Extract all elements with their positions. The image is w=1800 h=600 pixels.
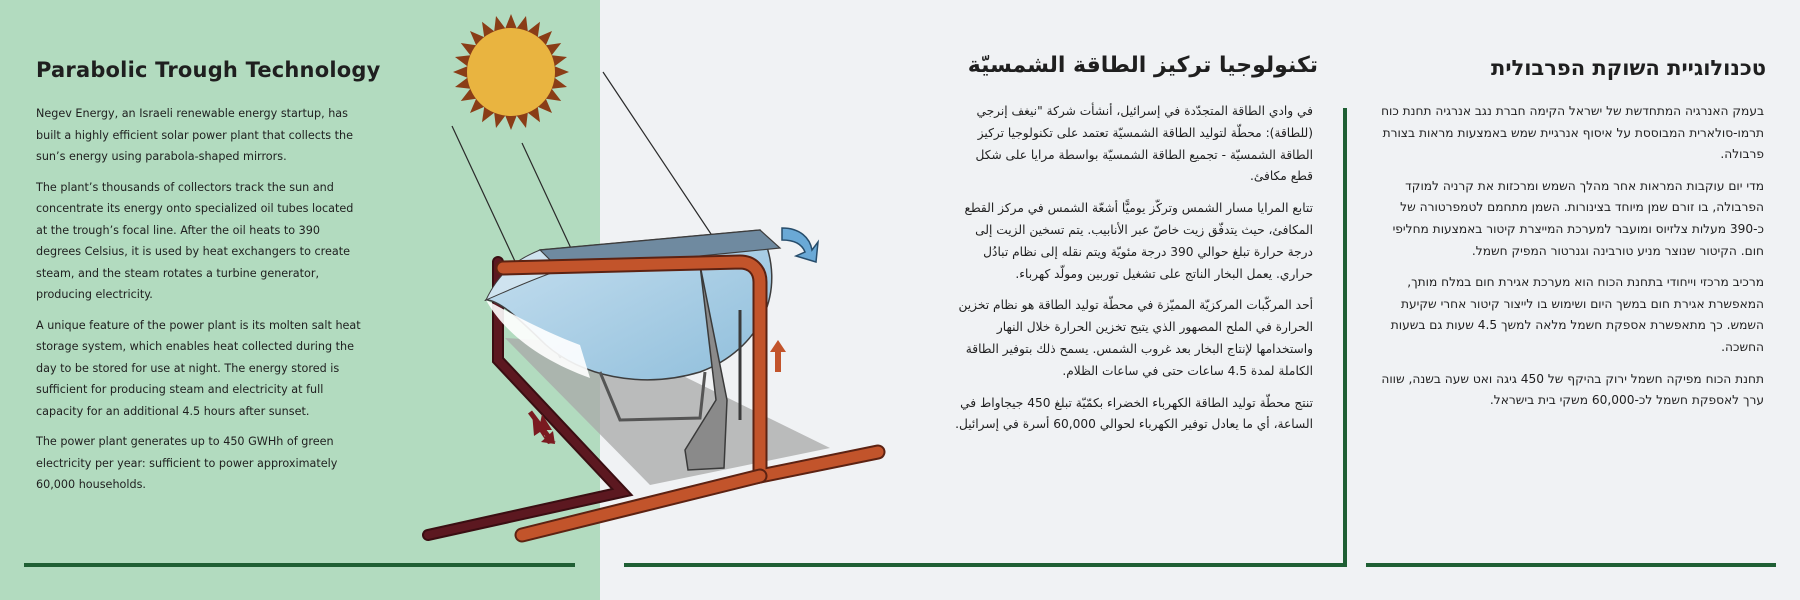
arabic-side-rule bbox=[1343, 108, 1347, 567]
english-title: Parabolic Trough Technology bbox=[36, 58, 381, 82]
arabic-bottom-rule bbox=[624, 563, 1347, 567]
english-paragraph-1: Negev Energy, an Israeli renewable energy startup, has built a highly efficient solar power plant that collects the sun’s energy using parabola-shaped mirrors. bbox=[36, 107, 353, 163]
hebrew-title: טכנולוגיית השוקת הפרבולית bbox=[1490, 56, 1766, 80]
arabic-paragraph-1: في وادي الطاقة المتجدّدة في إسرائيل، أنشأت شركة "نيغف إنرجي (للطاقة): محطّة لتوليد الطاقة الشمسيّة تعتمد على تكنولوجيا تركيز الطاقة الشمسيّة - تجميع الطاقة الشمسيّة بواسطة مرايا على شكل قطع مكافئ. bbox=[975, 104, 1313, 184]
hebrew-paragraph-4: תחנת הכוח מפיקה חשמל ירוק בהיקף של 450 גיגה ואט שעה בשנה, שווה ערך לאספקת חשמל לכ-60,000 משקי בית בישראל. bbox=[1381, 371, 1764, 408]
english-paragraph-4: The power plant generates up to 450 GWHh of green electricity per year: sufficient to power approximately 60,000 households. bbox=[36, 435, 338, 491]
sun-icon bbox=[453, 14, 569, 130]
hebrew-paragraph-3: מרכיב מרכזי וייחודי בתחנת הכוח הוא מערכת אגירת חום במלח מותך, המאפשרת אגירת חום במשך היום ושימוש בו לייצור קיטור אחרי שקיעת השמש. כך מתאפשרת אספקת חשמל מלאה למשך 4.5 שעות גם בשעות החשכה. bbox=[1390, 275, 1764, 354]
english-body bbox=[36, 103, 366, 505]
hebrew-paragraph-1: בעמק האנרגיה המתחדשת של ישראל הקימה חברת נגב אנרגיה תחנת כוח תרמו-סולארית המבוססת על איסוף אנרגיית שמש באמצעות מראות בצורת פרבולה. bbox=[1381, 104, 1764, 162]
english-paragraph-3: A unique feature of the power plant is its molten salt heat storage system, which enables heat collected during the day to be stored for use at night. The energy stored is sufficient for producing steam and electricity at full capacity for an additional 4.5 hours after sunset. bbox=[36, 318, 361, 418]
arabic-paragraph-3: أحد المركّبات المركزيّة المميّزة في محطّة توليد الطاقة هو نظام تخزين الحرارة في الملح المصهور الذي يتيح تخزين الحرارة خلال النهار واستخدامها لإنتاج البخار بعد غروب الشمس. يسمح ذلك بتوفير الطاقة الكاملة لمدة 4.5 ساعات حتى في ساعات الظلام. bbox=[958, 298, 1313, 378]
arabic-title: تكنولوجيا تركيز الطاقة الشمسيّة bbox=[967, 53, 1318, 78]
heat-out-arrow-icon bbox=[782, 228, 818, 262]
arabic-paragraph-2: تتابع المرايا مسار الشمس وتركّز يوميًّا أشعّة الشمس في مركز القطع المكافئ، حيث يتدفّق زيت خاصّ عبر الأنابيب. يتم تسخين الزيت إلى درجة حرارة تبلغ حوالي 390 درجة مئويّة ويتم نقله إلى نظام تبادُل حراري. يعمل البخار الناتج على تشغيل توربين ومولّد كهرباء. bbox=[964, 201, 1313, 281]
hebrew-bottom-rule bbox=[1366, 563, 1776, 567]
hebrew-body bbox=[1368, 101, 1764, 422]
arabic-paragraph-4: تنتج محطّة توليد الطاقة الكهرباء الخضراء بكمّيّة تبلغ 450 جيجاواط في الساعة، أي ما يعادل توفير الكهرباء لحوالي 60,000 أسرة في إسرائيل. bbox=[955, 395, 1313, 432]
hebrew-paragraph-2: מדי יום עוקבות המראות אחר מהלך השמש ומרכזות את קרניה למוקד הפרבולה, בו זורם שמן מיוחד בצינורות. השמן מתחמם לטמפרטורה של כ-390 מעלות צלזיוס ומועבר למערכת המייצרת קיטור באמצעות מחליפי חום. הקיטור שנוצר מניע טורבינה וגנרטור המפיק חשמל. bbox=[1392, 178, 1764, 258]
english-paragraph-2: The plant’s thousands of collectors track the sun and concentrate its energy onto specialized oil tubes located at the trough’s focal line. After the oil heats to 390 degrees Celsius, it is used by heat exchangers to create steam, and the steam rotates a turbine generator, producing electricity. bbox=[36, 180, 354, 301]
hot-oil-up-arrow-icon bbox=[770, 340, 786, 372]
english-bottom-rule bbox=[24, 563, 575, 567]
arabic-body bbox=[950, 101, 1313, 446]
